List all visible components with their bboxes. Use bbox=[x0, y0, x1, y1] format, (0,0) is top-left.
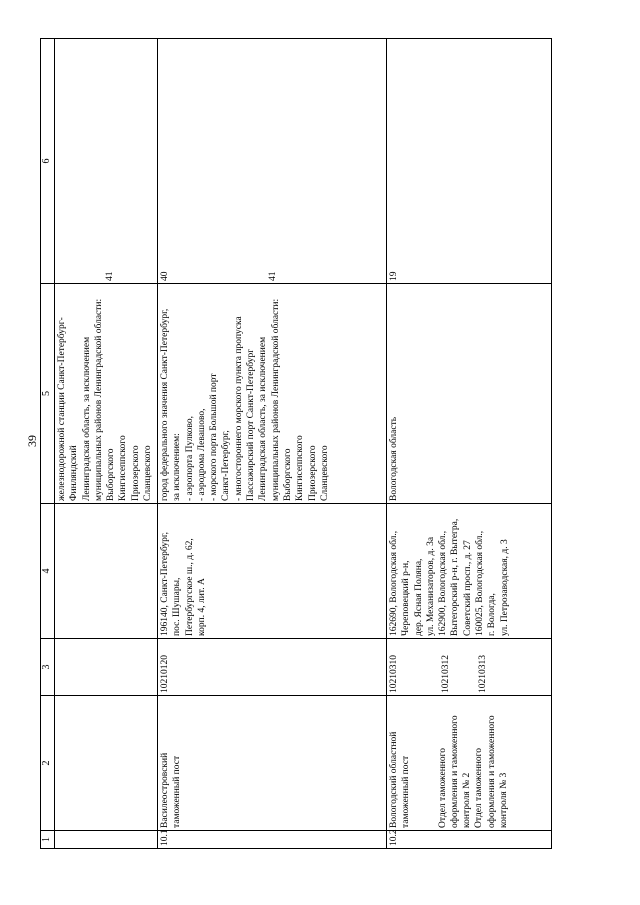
cell-number bbox=[55, 831, 158, 849]
post-name-line: оформления и таможенного bbox=[449, 715, 460, 828]
region-line: Финляндский bbox=[69, 445, 80, 501]
address-line: ул. Петрозаводская, д. 3 bbox=[499, 539, 510, 636]
cell-post-name bbox=[158, 696, 387, 831]
post-name-line: таможенный пост bbox=[172, 755, 183, 828]
cell-code bbox=[387, 639, 552, 696]
table-row-10-1 bbox=[158, 39, 387, 849]
table-row-continuation bbox=[55, 39, 158, 849]
post-name-line: таможенный пост bbox=[401, 755, 412, 828]
header-cell-1: 1 bbox=[41, 831, 55, 849]
count-value: 40 bbox=[160, 271, 170, 281]
post-name-line: контроля № 2 bbox=[462, 772, 473, 828]
cell-region bbox=[55, 284, 158, 504]
address-line: 196140, Санкт-Петербург, bbox=[160, 531, 170, 636]
region-line: Кингисеппского bbox=[295, 435, 306, 501]
region-line: - многостороннего морского пункта пропуска bbox=[233, 316, 244, 501]
address-line: Петербургское ш., д. 62, bbox=[184, 538, 195, 636]
cell-address bbox=[387, 504, 552, 639]
region-line: железнодорожной станции Санкт-Петербург- bbox=[57, 317, 67, 501]
cell-address bbox=[158, 504, 387, 639]
address-line: Вытегорский р-н, г. Вытегра, bbox=[450, 518, 461, 636]
address-line: Череповецкий р-н, bbox=[401, 560, 412, 636]
page-number: 39 bbox=[25, 435, 39, 447]
header-cell-5: 5 bbox=[41, 284, 55, 504]
region-line: Кингисеппского bbox=[118, 435, 129, 501]
region-line: Сланцевского bbox=[319, 445, 330, 501]
cell-code bbox=[55, 639, 158, 696]
region-line: Приозерского bbox=[130, 445, 141, 501]
address-line: корп. 4, лит. А bbox=[196, 578, 207, 636]
region-line: город федерального значения Санкт-Петербург, bbox=[160, 308, 170, 501]
header-cell-2: 2 bbox=[41, 696, 55, 831]
region-line: Ленинградская область, за исключением bbox=[81, 336, 92, 501]
address-line: дер. Ясная Поляна, bbox=[413, 558, 424, 636]
post-name-line: Отдел таможенного bbox=[474, 747, 485, 828]
post-name-line: оформления и таможенного bbox=[486, 715, 497, 828]
cell-code-count bbox=[55, 39, 158, 284]
post-name-line: контроля № 3 bbox=[499, 772, 510, 828]
region-line: Приозерского bbox=[307, 445, 318, 501]
address-line: 162690, Вологодская обл., bbox=[389, 530, 399, 636]
cell-code-count bbox=[387, 39, 552, 284]
address-line: пос. Шушары, bbox=[172, 577, 183, 636]
address-line: Советский просп., д. 27 bbox=[462, 540, 473, 636]
cell-code-count bbox=[158, 39, 387, 284]
rotated-table-wrapper bbox=[40, 39, 604, 849]
cell-region bbox=[158, 284, 387, 504]
address-line: г. Вологда, bbox=[487, 593, 498, 636]
cell-code: 10210120 bbox=[158, 639, 387, 696]
cell-address bbox=[55, 504, 158, 639]
region-line: Выборгского bbox=[282, 448, 293, 501]
address-line: 162900, Вологодская обл., bbox=[438, 530, 449, 636]
region-line: Выборгского bbox=[106, 448, 117, 501]
code-value: 10210313 bbox=[477, 655, 488, 693]
cell-post-name bbox=[55, 696, 158, 831]
region-line: Ленинградская область, за исключением bbox=[258, 336, 269, 501]
count-value: 41 bbox=[268, 271, 279, 281]
header-cell-6: 6 bbox=[41, 39, 55, 284]
address-line: 160025, Вологодская обл., bbox=[475, 530, 486, 636]
region-line: - аэропорта Пулково, bbox=[184, 415, 195, 501]
count-value: 41 bbox=[105, 271, 115, 281]
header-cell-4: 4 bbox=[41, 504, 55, 639]
cell-post-name bbox=[387, 696, 552, 831]
region-line: Санкт-Петербург, bbox=[221, 430, 232, 501]
cell-number: 10.1 bbox=[158, 831, 387, 849]
region-line: за исключением: bbox=[172, 433, 183, 501]
code-value: 10210310 bbox=[389, 655, 399, 693]
region-line: Вологодская область bbox=[389, 416, 399, 501]
region-line: муниципальных районов Ленинградской области: bbox=[270, 298, 281, 501]
count-value: 19 bbox=[389, 271, 399, 281]
region-line: - аэродрома Левашово, bbox=[196, 408, 207, 501]
cell-number: 10.2 bbox=[387, 831, 552, 849]
code-value: 10210312 bbox=[441, 655, 452, 693]
region-line: Пассажирский порт Санкт-Петербург bbox=[246, 348, 257, 501]
region-line: - морского порта Большой порт bbox=[209, 373, 220, 501]
cell-region bbox=[387, 284, 552, 504]
post-name-line: Вологодский областной bbox=[389, 731, 399, 828]
post-name-line: Василеостровский bbox=[160, 752, 170, 828]
region-line: муниципальных районов Ленинградской области: bbox=[93, 298, 104, 501]
post-name-line: Отдел таможенного bbox=[437, 747, 448, 828]
region-line: Сланцевского bbox=[143, 445, 154, 501]
table-row-10-2 bbox=[387, 39, 552, 849]
header-cell-3: 3 bbox=[41, 639, 55, 696]
customs-posts-table bbox=[40, 38, 552, 849]
address-line: ул. Механизаторов, д. 3а bbox=[425, 536, 436, 636]
header-row bbox=[41, 39, 55, 849]
